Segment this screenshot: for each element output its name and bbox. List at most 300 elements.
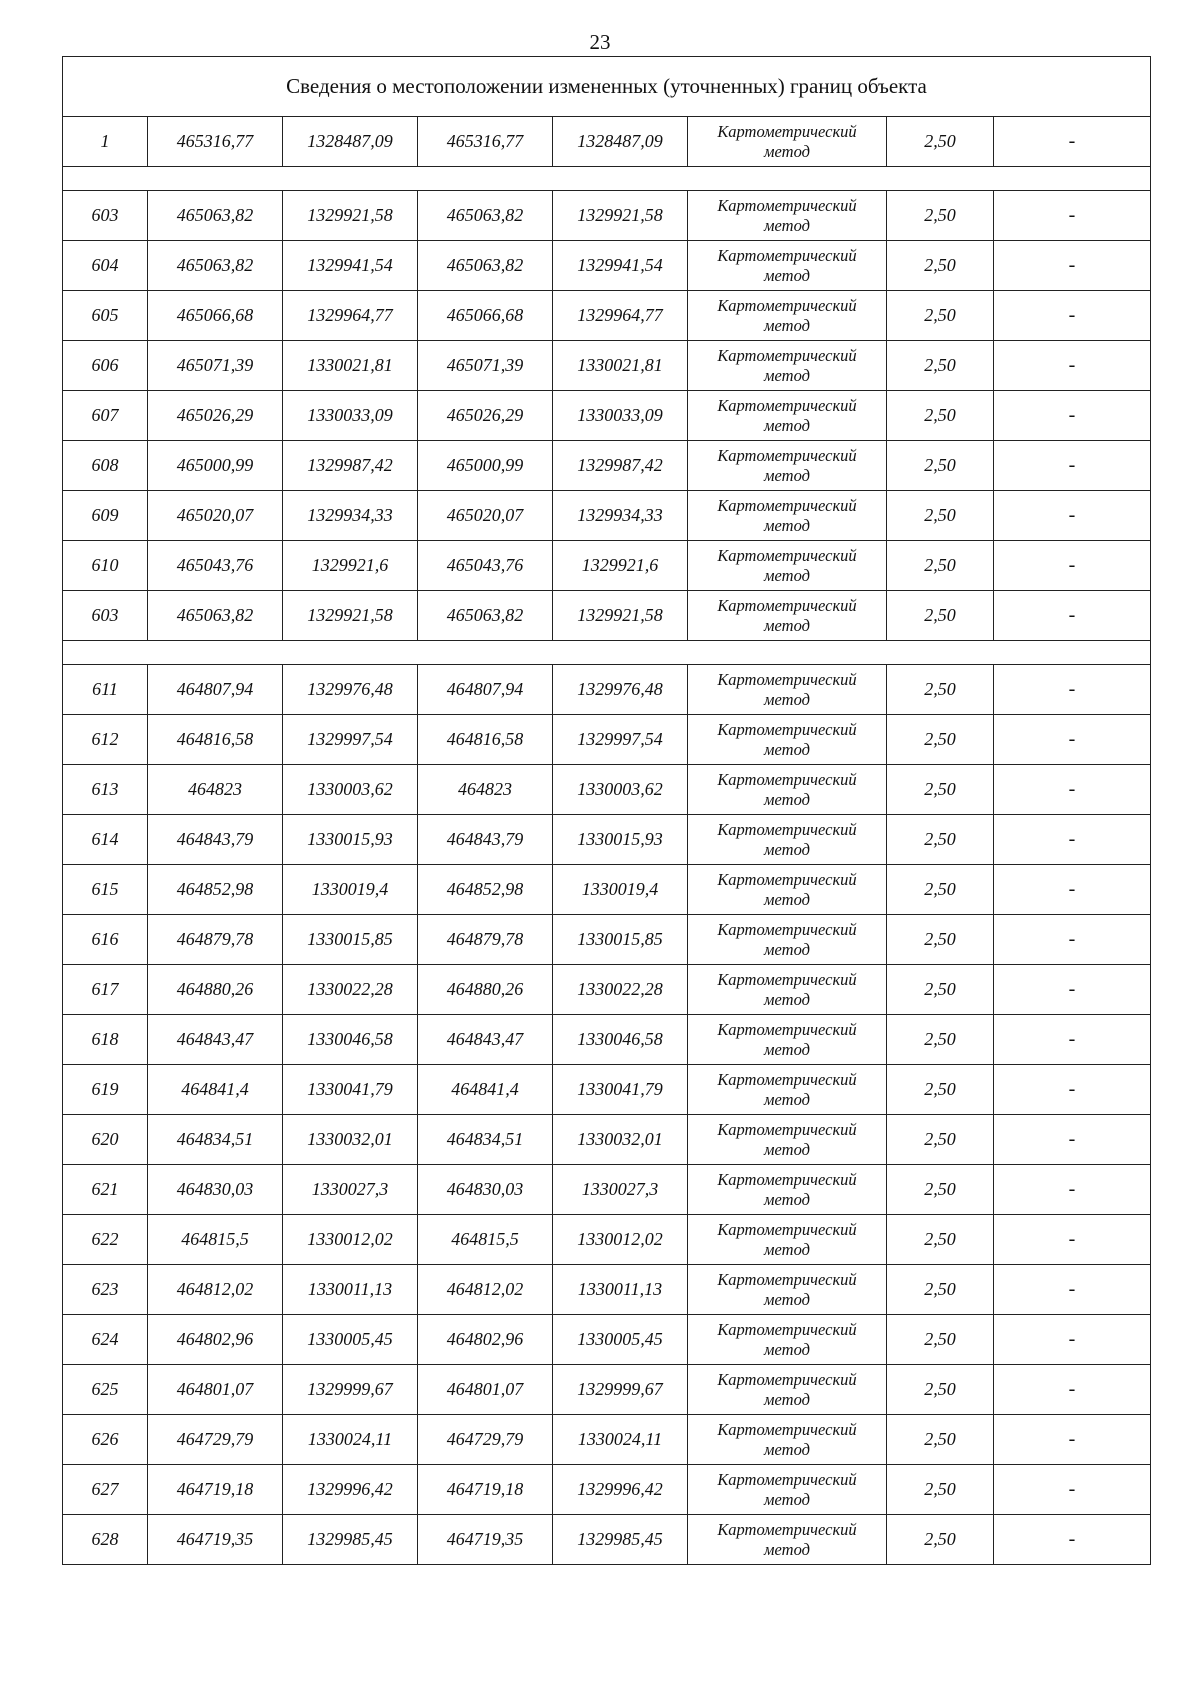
description-cell: - <box>994 1015 1151 1065</box>
description-cell: - <box>994 815 1151 865</box>
method-line-2: метод <box>764 315 810 335</box>
x-coordinate: 464719,18 <box>148 1465 283 1515</box>
y-coordinate: 1330041,79 <box>283 1065 418 1115</box>
accuracy-cell: 2,50 <box>887 865 994 915</box>
accuracy-cell: 2,50 <box>887 665 994 715</box>
description-cell: - <box>994 291 1151 341</box>
accuracy-cell: 2,50 <box>887 1065 994 1115</box>
y-coordinate: 1330015,93 <box>283 815 418 865</box>
method-line-1: Картометрический <box>717 1169 857 1189</box>
y-new-coordinate: 1329997,54 <box>553 715 688 765</box>
method-cell <box>688 1065 887 1115</box>
y-coordinate: 1329921,6 <box>283 541 418 591</box>
description-cell: - <box>994 1465 1151 1515</box>
y-new-coordinate: 1329964,77 <box>553 291 688 341</box>
accuracy-cell: 2,50 <box>887 1165 994 1215</box>
method-line-2: метод <box>764 565 810 585</box>
method-line-1: Картометрический <box>717 1069 857 1089</box>
point-number: 622 <box>63 1215 148 1265</box>
method-line-1: Картометрический <box>717 719 857 739</box>
x-new-coordinate: 465066,68 <box>418 291 553 341</box>
method-cell <box>688 541 887 591</box>
method-line-2: метод <box>764 939 810 959</box>
y-coordinate: 1330005,45 <box>283 1315 418 1365</box>
description-cell: - <box>994 1165 1151 1215</box>
table-row <box>63 1315 1151 1365</box>
group-separator-row <box>63 641 1151 665</box>
x-coordinate: 464843,47 <box>148 1015 283 1065</box>
x-new-coordinate: 465063,82 <box>418 191 553 241</box>
method-line-1: Картометрический <box>717 495 857 515</box>
y-new-coordinate: 1329941,54 <box>553 241 688 291</box>
x-new-coordinate: 464879,78 <box>418 915 553 965</box>
method-cell <box>688 815 887 865</box>
table-row <box>63 1415 1151 1465</box>
x-new-coordinate: 465000,99 <box>418 441 553 491</box>
point-number: 612 <box>63 715 148 765</box>
y-coordinate: 1330003,62 <box>283 765 418 815</box>
method-line-1: Картометрический <box>717 869 857 889</box>
description-cell: - <box>994 1265 1151 1315</box>
table-row <box>63 241 1151 291</box>
x-new-coordinate: 464729,79 <box>418 1415 553 1465</box>
y-coordinate: 1329976,48 <box>283 665 418 715</box>
method-line-2: метод <box>764 1389 810 1409</box>
x-coordinate: 464852,98 <box>148 865 283 915</box>
method-cell <box>688 491 887 541</box>
x-new-coordinate: 465063,82 <box>418 591 553 641</box>
description-cell: - <box>994 1315 1151 1365</box>
y-coordinate: 1330033,09 <box>283 391 418 441</box>
accuracy-cell: 2,50 <box>887 341 994 391</box>
description-cell: - <box>994 491 1151 541</box>
method-line-2: метод <box>764 1089 810 1109</box>
method-cell <box>688 241 887 291</box>
y-new-coordinate: 1330015,85 <box>553 915 688 965</box>
method-cell <box>688 715 887 765</box>
accuracy-cell: 2,50 <box>887 1415 994 1465</box>
y-coordinate: 1329999,67 <box>283 1365 418 1415</box>
description-cell: - <box>994 541 1151 591</box>
table-row <box>63 1065 1151 1115</box>
description-cell: - <box>994 1115 1151 1165</box>
table-row <box>63 765 1151 815</box>
x-coordinate: 464802,96 <box>148 1315 283 1365</box>
method-line-2: метод <box>764 265 810 285</box>
point-number: 616 <box>63 915 148 965</box>
method-line-1: Картометрический <box>717 445 857 465</box>
method-line-1: Картометрический <box>717 819 857 839</box>
point-number: 628 <box>63 1515 148 1565</box>
point-number: 615 <box>63 865 148 915</box>
method-line-2: метод <box>764 839 810 859</box>
description-cell: - <box>994 865 1151 915</box>
table-row <box>63 1515 1151 1565</box>
description-cell: - <box>994 1365 1151 1415</box>
method-cell <box>688 1215 887 1265</box>
point-number: 620 <box>63 1115 148 1165</box>
method-line-2: метод <box>764 1239 810 1259</box>
y-coordinate: 1330032,01 <box>283 1115 418 1165</box>
boundary-coordinates-table <box>62 56 1151 1565</box>
y-coordinate: 1330011,13 <box>283 1265 418 1315</box>
x-coordinate: 465000,99 <box>148 441 283 491</box>
x-coordinate: 465063,82 <box>148 241 283 291</box>
x-new-coordinate: 464801,07 <box>418 1365 553 1415</box>
table-row <box>63 1115 1151 1165</box>
accuracy-cell: 2,50 <box>887 541 994 591</box>
accuracy-cell: 2,50 <box>887 591 994 641</box>
description-cell: - <box>994 1515 1151 1565</box>
method-line-2: метод <box>764 889 810 909</box>
x-new-coordinate: 465316,77 <box>418 117 553 167</box>
y-coordinate: 1330015,85 <box>283 915 418 965</box>
table-row <box>63 865 1151 915</box>
y-new-coordinate: 1330022,28 <box>553 965 688 1015</box>
y-coordinate: 1329934,33 <box>283 491 418 541</box>
y-new-coordinate: 1330027,3 <box>553 1165 688 1215</box>
x-coordinate: 464841,4 <box>148 1065 283 1115</box>
accuracy-cell: 2,50 <box>887 1215 994 1265</box>
method-line-1: Картометрический <box>717 245 857 265</box>
accuracy-cell: 2,50 <box>887 1015 994 1065</box>
method-line-1: Картометрический <box>717 395 857 415</box>
method-line-1: Картометрический <box>717 1319 857 1339</box>
x-coordinate: 464830,03 <box>148 1165 283 1215</box>
method-cell <box>688 665 887 715</box>
method-line-2: метод <box>764 141 810 161</box>
x-new-coordinate: 464812,02 <box>418 1265 553 1315</box>
accuracy-cell: 2,50 <box>887 291 994 341</box>
page-number: 23 <box>589 30 611 54</box>
y-coordinate: 1329941,54 <box>283 241 418 291</box>
description-cell: - <box>994 341 1151 391</box>
table-row <box>63 117 1151 167</box>
x-coordinate: 464807,94 <box>148 665 283 715</box>
accuracy-cell: 2,50 <box>887 391 994 441</box>
description-cell: - <box>994 965 1151 1015</box>
point-number: 605 <box>63 291 148 341</box>
y-new-coordinate: 1330015,93 <box>553 815 688 865</box>
y-new-coordinate: 1330033,09 <box>553 391 688 441</box>
method-line-2: метод <box>764 1539 810 1559</box>
y-new-coordinate: 1329976,48 <box>553 665 688 715</box>
method-line-2: метод <box>764 1439 810 1459</box>
description-cell: - <box>994 915 1151 965</box>
x-coordinate: 465316,77 <box>148 117 283 167</box>
x-new-coordinate: 464843,79 <box>418 815 553 865</box>
x-new-coordinate: 465020,07 <box>418 491 553 541</box>
group-separator <box>63 641 1151 665</box>
accuracy-cell: 2,50 <box>887 117 994 167</box>
y-coordinate: 1330024,11 <box>283 1415 418 1465</box>
table-row <box>63 915 1151 965</box>
x-new-coordinate: 464852,98 <box>418 865 553 915</box>
accuracy-cell: 2,50 <box>887 965 994 1015</box>
table-row <box>63 965 1151 1015</box>
method-line-2: метод <box>764 1139 810 1159</box>
y-coordinate: 1329996,42 <box>283 1465 418 1515</box>
y-new-coordinate: 1330012,02 <box>553 1215 688 1265</box>
y-new-coordinate: 1330046,58 <box>553 1015 688 1065</box>
table-row <box>63 341 1151 391</box>
accuracy-cell: 2,50 <box>887 441 994 491</box>
point-number: 617 <box>63 965 148 1015</box>
description-cell: - <box>994 715 1151 765</box>
x-coordinate: 464729,79 <box>148 1415 283 1465</box>
method-cell <box>688 1265 887 1315</box>
table-row <box>63 715 1151 765</box>
method-line-1: Картометрический <box>717 295 857 315</box>
description-cell: - <box>994 441 1151 491</box>
method-line-1: Картометрический <box>717 195 857 215</box>
x-coordinate: 464812,02 <box>148 1265 283 1315</box>
accuracy-cell: 2,50 <box>887 1515 994 1565</box>
y-new-coordinate: 1330024,11 <box>553 1415 688 1465</box>
method-line-1: Картометрический <box>717 545 857 565</box>
group-separator-row <box>63 167 1151 191</box>
table-row <box>63 1365 1151 1415</box>
x-coordinate: 464823 <box>148 765 283 815</box>
accuracy-cell: 2,50 <box>887 1465 994 1515</box>
method-cell <box>688 965 887 1015</box>
y-new-coordinate: 1329996,42 <box>553 1465 688 1515</box>
y-new-coordinate: 1330011,13 <box>553 1265 688 1315</box>
point-number: 1 <box>63 117 148 167</box>
method-line-1: Картометрический <box>717 345 857 365</box>
method-line-1: Картометрический <box>717 1519 857 1539</box>
x-new-coordinate: 465043,76 <box>418 541 553 591</box>
method-line-1: Картометрический <box>717 1369 857 1389</box>
point-number: 611 <box>63 665 148 715</box>
method-line-2: метод <box>764 1489 810 1509</box>
y-coordinate: 1329985,45 <box>283 1515 418 1565</box>
table-title: Сведения о местоположении измененных (уточненных) границ объекта <box>63 57 1151 117</box>
method-line-1: Картометрический <box>717 669 857 689</box>
method-line-2: метод <box>764 465 810 485</box>
description-cell: - <box>994 391 1151 441</box>
point-number: 621 <box>63 1165 148 1215</box>
x-coordinate: 465066,68 <box>148 291 283 341</box>
x-coordinate: 464879,78 <box>148 915 283 965</box>
group-separator <box>63 167 1151 191</box>
method-line-2: метод <box>764 989 810 1009</box>
table-row <box>63 591 1151 641</box>
method-line-2: метод <box>764 365 810 385</box>
y-coordinate: 1329987,42 <box>283 441 418 491</box>
method-cell <box>688 341 887 391</box>
x-coordinate: 464816,58 <box>148 715 283 765</box>
accuracy-cell: 2,50 <box>887 915 994 965</box>
x-new-coordinate: 464843,47 <box>418 1015 553 1065</box>
method-cell <box>688 391 887 441</box>
x-new-coordinate: 464719,18 <box>418 1465 553 1515</box>
y-coordinate: 1330012,02 <box>283 1215 418 1265</box>
point-number: 603 <box>63 191 148 241</box>
method-cell <box>688 915 887 965</box>
point-number: 607 <box>63 391 148 441</box>
method-line-2: метод <box>764 1289 810 1309</box>
method-line-2: метод <box>764 415 810 435</box>
method-cell <box>688 1365 887 1415</box>
y-new-coordinate: 1329921,58 <box>553 591 688 641</box>
method-cell <box>688 1115 887 1165</box>
table-row <box>63 1015 1151 1065</box>
y-coordinate: 1329921,58 <box>283 191 418 241</box>
table-row <box>63 1215 1151 1265</box>
method-line-1: Картометрический <box>717 1219 857 1239</box>
point-number: 618 <box>63 1015 148 1065</box>
method-line-2: метод <box>764 1039 810 1059</box>
description-cell: - <box>994 191 1151 241</box>
point-number: 624 <box>63 1315 148 1365</box>
description-cell: - <box>994 241 1151 291</box>
method-cell <box>688 291 887 341</box>
method-cell <box>688 591 887 641</box>
y-new-coordinate: 1329987,42 <box>553 441 688 491</box>
y-new-coordinate: 1330032,01 <box>553 1115 688 1165</box>
y-new-coordinate: 1330021,81 <box>553 341 688 391</box>
table-row <box>63 491 1151 541</box>
method-line-1: Картометрический <box>717 1469 857 1489</box>
description-cell: - <box>994 1065 1151 1115</box>
method-line-2: метод <box>764 215 810 235</box>
method-line-2: метод <box>764 615 810 635</box>
point-number: 603 <box>63 591 148 641</box>
y-new-coordinate: 1328487,09 <box>553 117 688 167</box>
y-coordinate: 1328487,09 <box>283 117 418 167</box>
accuracy-cell: 2,50 <box>887 1115 994 1165</box>
method-cell <box>688 441 887 491</box>
point-number: 614 <box>63 815 148 865</box>
x-new-coordinate: 464815,5 <box>418 1215 553 1265</box>
method-cell <box>688 1465 887 1515</box>
method-cell <box>688 1165 887 1215</box>
point-number: 608 <box>63 441 148 491</box>
accuracy-cell: 2,50 <box>887 241 994 291</box>
y-new-coordinate: 1329921,58 <box>553 191 688 241</box>
x-coordinate: 465063,82 <box>148 591 283 641</box>
accuracy-cell: 2,50 <box>887 1265 994 1315</box>
y-new-coordinate: 1329985,45 <box>553 1515 688 1565</box>
method-line-1: Картометрический <box>717 769 857 789</box>
x-coordinate: 465063,82 <box>148 191 283 241</box>
description-cell: - <box>994 765 1151 815</box>
point-number: 613 <box>63 765 148 815</box>
x-coordinate: 464801,07 <box>148 1365 283 1415</box>
x-new-coordinate: 464880,26 <box>418 965 553 1015</box>
x-coordinate: 465020,07 <box>148 491 283 541</box>
x-coordinate: 464834,51 <box>148 1115 283 1165</box>
method-cell <box>688 117 887 167</box>
x-coordinate: 464815,5 <box>148 1215 283 1265</box>
accuracy-cell: 2,50 <box>887 491 994 541</box>
x-new-coordinate: 464841,4 <box>418 1065 553 1115</box>
table-row <box>63 815 1151 865</box>
y-new-coordinate: 1330041,79 <box>553 1065 688 1115</box>
accuracy-cell: 2,50 <box>887 715 994 765</box>
point-number: 606 <box>63 341 148 391</box>
x-coordinate: 465026,29 <box>148 391 283 441</box>
method-line-1: Картометрический <box>717 1419 857 1439</box>
x-new-coordinate: 464802,96 <box>418 1315 553 1365</box>
point-number: 627 <box>63 1465 148 1515</box>
point-number: 604 <box>63 241 148 291</box>
method-line-2: метод <box>764 1339 810 1359</box>
method-line-2: метод <box>764 515 810 535</box>
y-new-coordinate: 1329921,6 <box>553 541 688 591</box>
y-new-coordinate: 1329999,67 <box>553 1365 688 1415</box>
table-row <box>63 1465 1151 1515</box>
table-row <box>63 665 1151 715</box>
method-line-1: Картометрический <box>717 1019 857 1039</box>
table-row <box>63 541 1151 591</box>
method-cell <box>688 1515 887 1565</box>
table-body <box>63 57 1151 1565</box>
x-new-coordinate: 464834,51 <box>418 1115 553 1165</box>
table-row <box>63 1265 1151 1315</box>
method-line-1: Картометрический <box>717 595 857 615</box>
method-cell <box>688 765 887 815</box>
table-row <box>63 391 1151 441</box>
x-new-coordinate: 465071,39 <box>418 341 553 391</box>
point-number: 625 <box>63 1365 148 1415</box>
y-coordinate: 1330021,81 <box>283 341 418 391</box>
accuracy-cell: 2,50 <box>887 765 994 815</box>
method-line-2: метод <box>764 689 810 709</box>
y-coordinate: 1330022,28 <box>283 965 418 1015</box>
point-number: 626 <box>63 1415 148 1465</box>
point-number: 619 <box>63 1065 148 1115</box>
y-coordinate: 1329921,58 <box>283 591 418 641</box>
table-row <box>63 291 1151 341</box>
y-new-coordinate: 1330019,4 <box>553 865 688 915</box>
y-coordinate: 1329964,77 <box>283 291 418 341</box>
accuracy-cell: 2,50 <box>887 191 994 241</box>
accuracy-cell: 2,50 <box>887 815 994 865</box>
point-number: 623 <box>63 1265 148 1315</box>
table-row <box>63 441 1151 491</box>
x-new-coordinate: 464719,35 <box>418 1515 553 1565</box>
x-new-coordinate: 464830,03 <box>418 1165 553 1215</box>
x-new-coordinate: 464823 <box>418 765 553 815</box>
y-new-coordinate: 1330005,45 <box>553 1315 688 1365</box>
table-row <box>63 191 1151 241</box>
method-line-1: Картометрический <box>717 1269 857 1289</box>
table-row <box>63 1165 1151 1215</box>
table-title-row <box>63 57 1151 117</box>
point-number: 609 <box>63 491 148 541</box>
x-coordinate: 464719,35 <box>148 1515 283 1565</box>
x-coordinate: 465071,39 <box>148 341 283 391</box>
y-coordinate: 1329997,54 <box>283 715 418 765</box>
x-new-coordinate: 464816,58 <box>418 715 553 765</box>
method-line-2: метод <box>764 739 810 759</box>
y-coordinate: 1330019,4 <box>283 865 418 915</box>
method-line-1: Картометрический <box>717 919 857 939</box>
method-cell <box>688 865 887 915</box>
y-coordinate: 1330027,3 <box>283 1165 418 1215</box>
description-cell: - <box>994 591 1151 641</box>
method-cell <box>688 1415 887 1465</box>
method-cell <box>688 1315 887 1365</box>
description-cell: - <box>994 1215 1151 1265</box>
x-coordinate: 465043,76 <box>148 541 283 591</box>
method-line-2: метод <box>764 1189 810 1209</box>
method-line-1: Картометрический <box>717 121 857 141</box>
accuracy-cell: 2,50 <box>887 1315 994 1365</box>
y-new-coordinate: 1330003,62 <box>553 765 688 815</box>
